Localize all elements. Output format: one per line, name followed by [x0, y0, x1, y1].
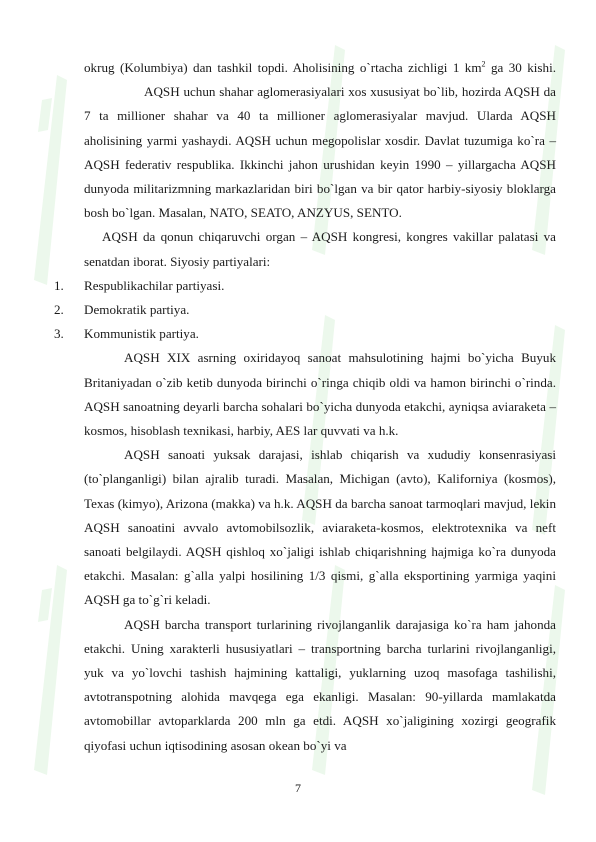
- list-item-text: Kommunistik partiya.: [84, 326, 199, 342]
- list-item-text: Respublikachilar partiyasi.: [84, 277, 225, 293]
- list-item: [54, 298, 556, 322]
- paragraph-4: AQSH sanoati yuksak darajasi, ishlab chiqarish va xududiy konsenrasiyasi (to`planganligi) bilan ajralib turadi. Masalan, Michigan (avto), Kaliforniya (kosmos), Texas (kimyo), Arizona (makka) va h.k. AQSH da barcha sanoat tarmoqlari mavjud, lekin AQSH sanoatini avvalo avtomobilsozlik, aviaraketa-kosmos, elektrotexnika va neft sanoati belgilaydi. AQSH qishloq xo`jaligi ishlab chiqarishning hajmiga ko`ra dunyoda etakchi. Masalan: g`alla yalpi hosilining 1/3 qismi, g`alla eksportining yarmiga yaqini AQSH ga to`g`ri keladi.: [84, 447, 556, 608]
- list-item-text: Demokratik partiya.: [84, 302, 190, 318]
- list-item-number: 3.: [54, 326, 64, 342]
- list-item-number: 1.: [54, 277, 64, 293]
- watermark-mark-left-top: [22, 70, 72, 290]
- superscript-2: 2: [481, 59, 486, 69]
- paragraph-1: [84, 56, 556, 225]
- watermark-mark-left-bottom: [22, 560, 72, 780]
- paragraph-1-part-c: AQSH uchun shahar aglomerasiyalari xos xususiyat bo`lib, hozirda AQSH da 7 ta millioner shahar va 40 ta millioner aglomerasiyalar mavjud. Ularda AQSH aholisining yarmi yashaydi. AQSH uchun megopolislar xosdir. Davlat tuzumiga ko`ra – AQSH federativ respublika. Ikkinchi jahon urushidan keyin 1990 – yillargacha AQSH dunyoda militarizmning markazlaridan biri bo`lgan va bir qator harbiy-siyosiy bloklarga bosh bo`lgan. Masalan, NATO, SEATO, ANZYUS, SENTO.: [84, 84, 556, 221]
- paragraph-1-part-a: okrug (Kolumbiya) dan tashkil topdi. Aholisining o`rtacha zichligi 1 km: [84, 60, 482, 75]
- paragraph-3: AQSH XIX asrning oxiridayoq sanoat mahsulotining hajmi bo`yicha Buyuk Britaniyadan o`zib ketib dunyoda birinchi o`ringa chiqib oldi va hamon birinchi o`rinda. AQSH sanoatning deyarli barcha sohalari bo`yicha dunyoda etakchi, ayniqsa aviaraketa – kosmos, hisoblash texnikasi, harbiy, AES lar quvvati va h.k.: [84, 350, 556, 439]
- paragraph-1-part-b: ga 30 kishi.: [485, 60, 556, 75]
- list-item: [54, 322, 556, 346]
- party-list: [54, 274, 556, 347]
- list-item: [54, 274, 556, 298]
- paragraph-2: AQSH da qonun chiqaruvchi organ – AQSH kongresi, kongres vakillar palatasi va senatdan iborat. Siyosiy partiyalari:: [84, 229, 556, 269]
- page-number: 7: [295, 781, 301, 795]
- document-body: [54, 56, 556, 758]
- paragraph-5: AQSH barcha transport turlarining rivojlanganlik darajasiga ko`ra ham jahonda etakchi. Uning xarakterli hususiyatlari – transportning barcha turlarini rivojlanganligi, yuk va yo`lovchi tashish hajmining kattaligi, yuklarning uzoq masofaga tashilishi, avtotranspotning alohida mavqega ega ekanligi. Masalan: 90-yillarda mamlakatda avtomobillar avtoparklarda 200 mln ga etdi. AQSH xo`jaligining xozirgi geografik qiyofasi uchun iqtisodining asosan okean bo`yi va: [84, 616, 556, 753]
- list-item-number: 2.: [54, 302, 64, 318]
